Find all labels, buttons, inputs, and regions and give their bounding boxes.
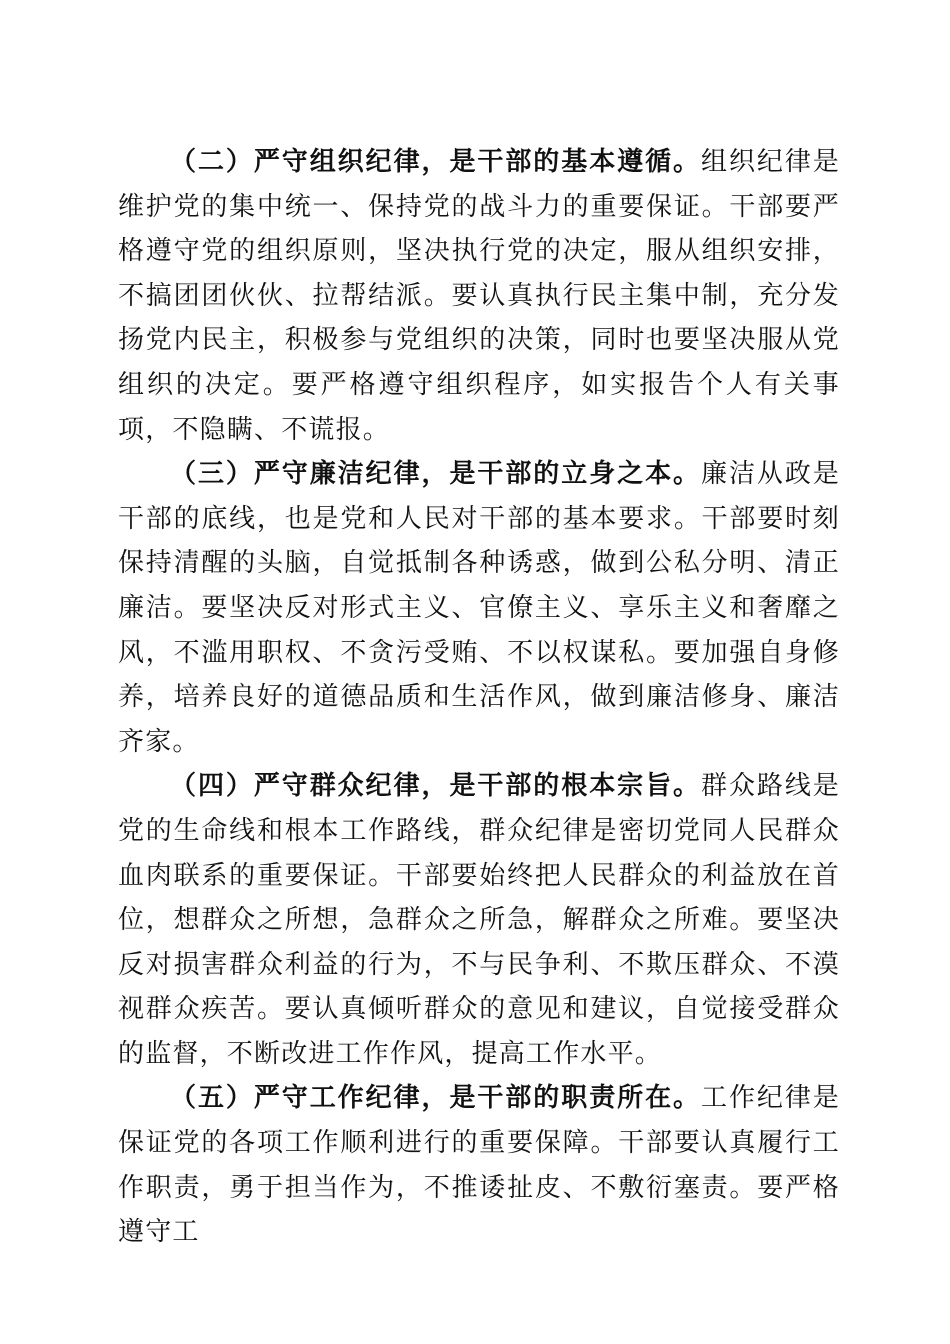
paragraph-body: 工作纪律是保证党的各项工作顺利进行的重要保障。干部要认真履行工作职责，勇于担当作为，不推诿扯皮、不敷衍塞责。要严格遵守工 (118, 1083, 840, 1248)
paragraph-body: 群众路线是党的生命线和根本工作路线，群众纪律是密切党同人民群众血肉联系的重要保证。干部要始终把人民群众的利益放在首位，想群众之所想，急群众之所急，解群众之所难。要坚决反对损害群众利益的行为，不与民争利、不欺压群众、不漠视群众疾苦。要认真倾听群众的意见和建议，自觉接受群众的监督，不断改进工作作风，提高工作水平。 (118, 771, 840, 1069)
paragraph-heading: （五）严守工作纪律，是干部的职责所在。 (170, 1083, 701, 1114)
paragraph-heading: （四）严守群众纪律，是干部的根本宗旨。 (170, 771, 701, 802)
paragraph-work-discipline (118, 1076, 840, 1254)
paragraph-heading: （三）严守廉洁纪律，是干部的立身之本。 (170, 459, 701, 490)
document-page (118, 140, 840, 1255)
paragraph-organization-discipline (118, 140, 840, 452)
paragraph-body: 廉洁从政是干部的底线，也是党和人民对干部的基本要求。干部要时刻保持清醒的头脑，自觉抵制各种诱惑，做到公私分明、清正廉洁。要坚决反对形式主义、官僚主义、享乐主义和奢靡之风，不滥用职权、不贪污受贿、不以权谋私。要加强自身修养，培养良好的道德品质和生活作风，做到廉洁修身、廉洁齐家。 (118, 459, 840, 757)
paragraph-body: 组织纪律是维护党的集中统一、保持党的战斗力的重要保证。干部要严格遵守党的组织原则，坚决执行党的决定，服从组织安排，不搞团团伙伙、拉帮结派。要认真执行民主集中制，充分发扬党内民主，积极参与党组织的决策，同时也要坚决服从党组织的决定。要严格遵守组织程序，如实报告个人有关事项，不隐瞒、不谎报。 (118, 147, 840, 445)
paragraph-integrity-discipline (118, 452, 840, 764)
paragraph-heading: （二）严守组织纪律，是干部的基本遵循。 (170, 147, 701, 177)
paragraph-mass-discipline (118, 764, 840, 1076)
